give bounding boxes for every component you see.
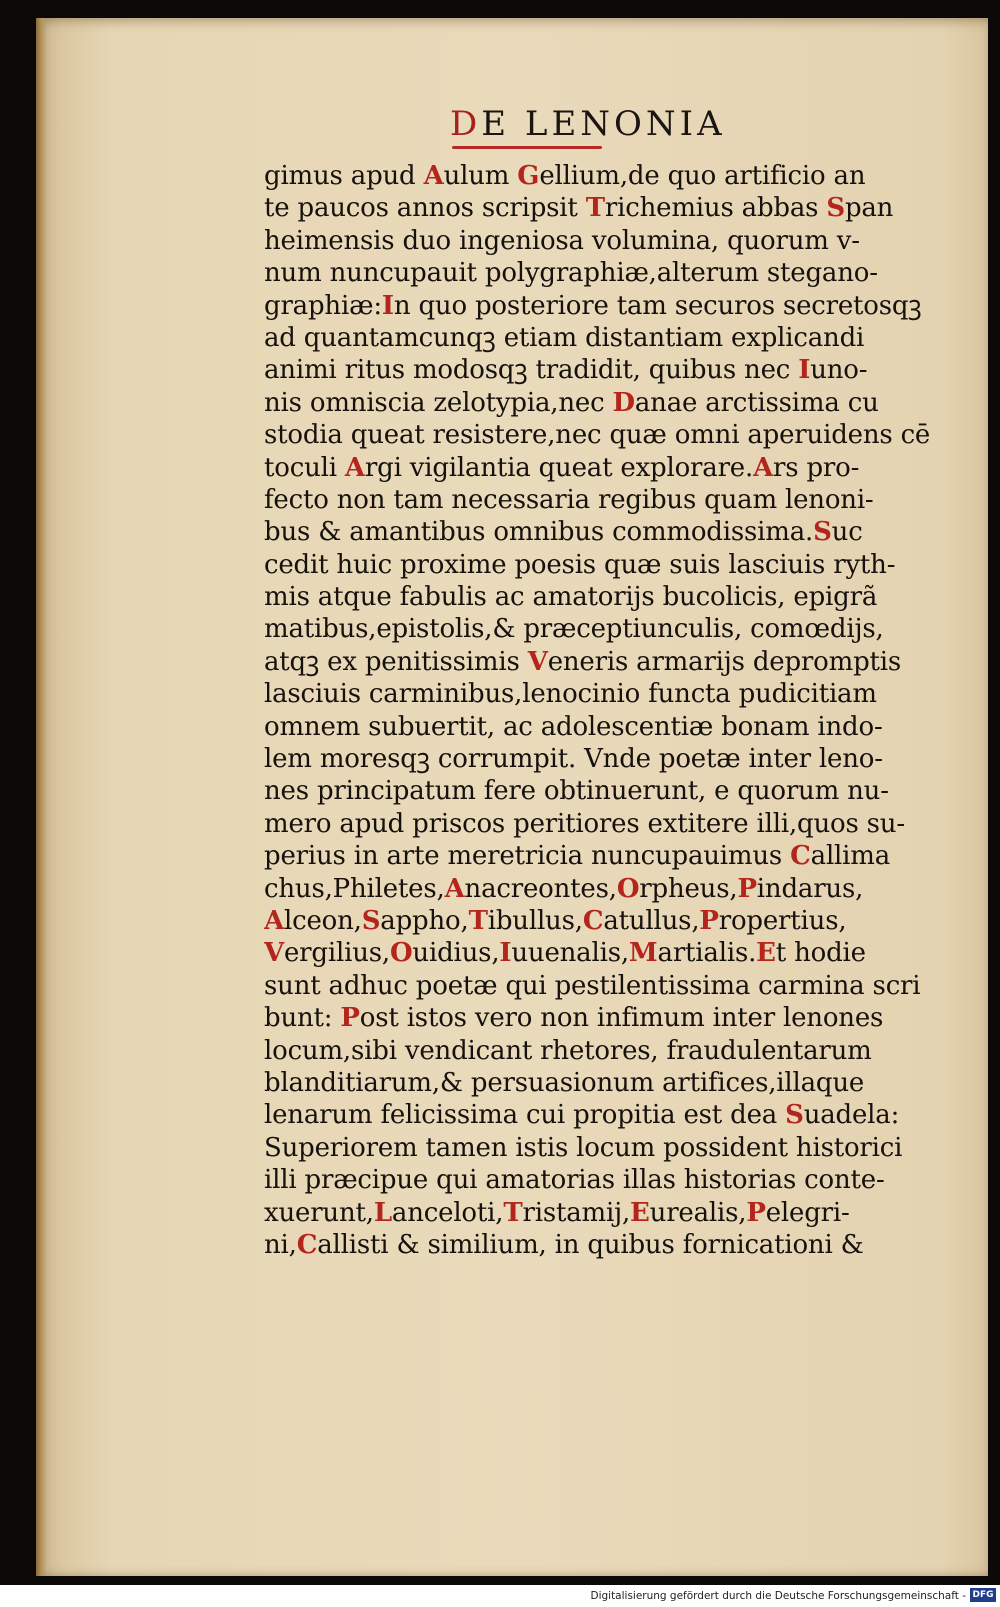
- rubricated-initial: O: [616, 873, 640, 904]
- text-segment: Superiorem tamen istis locum possident historici: [264, 1132, 903, 1163]
- rubricated-initial: T: [503, 1197, 523, 1228]
- text-segment: rgi vigilantia queat explorare.: [364, 452, 754, 483]
- rubricated-initial: S: [813, 517, 832, 548]
- text-line: [264, 516, 954, 548]
- running-head: [450, 104, 790, 144]
- text-segment: locum,sibi vendicant rhetores, fraudulentarum: [264, 1035, 872, 1066]
- rubricated-initial: A: [753, 452, 774, 483]
- text-line: [264, 192, 954, 224]
- text-segment: nes principatum fere obtinuerunt, e quorum nu-: [264, 776, 889, 807]
- text-segment: mis atque fabulis ac amatorijs bucolicis, epigrã: [264, 582, 878, 613]
- text-segment: anae arctissima cu: [634, 387, 879, 418]
- text-segment: bus & amantibus omnibus commodissima.: [264, 517, 814, 548]
- text-segment: allima: [810, 841, 891, 872]
- text-line: [264, 257, 954, 289]
- rubricated-initial: T: [585, 193, 605, 224]
- text-segment: sunt adhuc poetæ qui pestilentissima carmina scri: [264, 970, 921, 1001]
- text-line: [264, 290, 954, 322]
- rubricated-initial: P: [340, 1003, 360, 1034]
- text-line: [264, 484, 954, 516]
- text-line: [264, 840, 954, 872]
- rubricated-initial: I: [798, 355, 811, 386]
- text-line: [264, 1099, 954, 1131]
- text-segment: uuenalis,: [511, 938, 629, 969]
- text-segment: omnem subuertit, ac adolescentiæ bonam indo-: [264, 711, 883, 742]
- text-segment: chus,Philetes,: [264, 873, 445, 904]
- text-segment: urealis,: [649, 1197, 747, 1228]
- text-segment: eneris armarijs depromptis: [547, 646, 902, 677]
- text-segment: lasciuis carminibus,lenocinio functa pudicitiam: [264, 679, 877, 710]
- rubricated-initial: S: [826, 193, 845, 224]
- text-line: [264, 743, 954, 775]
- rubricated-initial: I: [381, 290, 394, 321]
- rubricated-initial: A: [444, 873, 465, 904]
- text-segment: atullus,: [603, 905, 700, 936]
- text-line: [264, 905, 954, 937]
- text-segment: artialis.: [657, 938, 757, 969]
- text-line: [264, 873, 954, 905]
- text-line: [264, 775, 954, 807]
- text-segment: indarus,: [756, 873, 864, 904]
- text-segment: illi præcipue qui amatorias illas historias conte-: [264, 1165, 885, 1196]
- text-segment: uidius,: [412, 938, 500, 969]
- rubricated-initial: V: [264, 938, 284, 969]
- text-segment: lceon,: [283, 905, 362, 936]
- text-segment: richemius abbas: [604, 193, 827, 224]
- text-line: [264, 711, 954, 743]
- text-block: [264, 160, 954, 1261]
- rubricated-initial: C: [582, 905, 604, 936]
- text-segment: matibus,epistolis,& præceptiunculis, comœdijs,: [264, 614, 884, 645]
- text-line: [264, 808, 954, 840]
- text-segment: lem moresqꝫ corrumpit. Vnde poetæ inter leno-: [264, 744, 883, 775]
- rubricated-initial: E: [756, 938, 776, 969]
- text-line: [264, 322, 954, 354]
- text-segment: lenarum felicissima cui propitia est dea: [264, 1100, 786, 1131]
- text-line: [264, 160, 954, 192]
- text-line: [264, 1229, 954, 1261]
- text-segment: allisti & similium, in quibus fornicationi &: [317, 1229, 864, 1260]
- text-line: [264, 1132, 954, 1164]
- text-line: [264, 1197, 954, 1229]
- text-line: [264, 970, 954, 1002]
- text-segment: mero apud priscos peritiores extitere illi,quos su-: [264, 808, 905, 839]
- rubricated-initial: D: [612, 387, 635, 418]
- text-segment: nacreontes,: [464, 873, 617, 904]
- rubricated-initial: E: [630, 1197, 650, 1228]
- text-segment: graphiæ:: [264, 290, 382, 321]
- rubricated-initial: A: [423, 161, 444, 191]
- text-segment: perius in arte meretricia nuncupauimus: [264, 841, 791, 872]
- text-segment: ellium,de quo artificio an: [539, 161, 866, 191]
- text-segment: n quo posteriore tam securos secretosqꝫ: [393, 290, 922, 321]
- rubricated-initial: S: [361, 905, 381, 936]
- text-line: [264, 225, 954, 257]
- text-segment: bunt:: [264, 1003, 341, 1034]
- rubricated-initial: P: [746, 1197, 766, 1228]
- text-segment: heimensis duo ingeniosa volumina, quorum v-: [264, 225, 860, 256]
- rubricated-initial: P: [699, 905, 719, 936]
- text-segment: blanditiarum,& persuasionum artifices,illaque: [264, 1067, 865, 1098]
- page-gutter-edge: [36, 18, 46, 1576]
- footer-credit: Digitalisierung gefördert durch die Deutsche Forschungsgemeinschaft -: [590, 1590, 966, 1602]
- text-segment: te paucos annos scripsit: [264, 193, 586, 224]
- rubricated-initial: L: [373, 1197, 392, 1228]
- rubricated-initial: P: [737, 873, 757, 904]
- text-segment: ropertius,: [718, 905, 847, 936]
- running-head-underline: [452, 146, 602, 149]
- text-segment: nis omniscia zelotypia,nec: [264, 387, 613, 418]
- text-segment: anceloti,: [391, 1197, 504, 1228]
- text-line: [264, 1164, 954, 1196]
- text-segment: num nuncupauit polygraphiæ,alterum stegano-: [264, 258, 878, 289]
- text-segment: ni,: [264, 1229, 297, 1260]
- text-segment: uno-: [810, 355, 868, 386]
- text-line: [264, 387, 954, 419]
- rubricated-initial: G: [517, 161, 540, 191]
- text-line: [264, 419, 954, 451]
- text-segment: rs pro-: [773, 452, 860, 483]
- text-line: [264, 549, 954, 581]
- text-segment: stodia queat resistere,nec quæ omni aperuidens cē: [264, 420, 931, 451]
- text-line: [264, 613, 954, 645]
- rubricated-initial: M: [628, 938, 658, 969]
- text-segment: xuerunt,: [264, 1197, 374, 1228]
- text-segment: ulum: [443, 161, 518, 191]
- text-line: [264, 354, 954, 386]
- rubricated-initial: C: [790, 841, 811, 872]
- text-line: [264, 937, 954, 969]
- text-line: [264, 452, 954, 484]
- running-head-text: E LENONIA: [481, 104, 726, 144]
- text-line: [264, 1002, 954, 1034]
- text-segment: animi ritus modosqꝫ tradidit, quibus nec: [264, 355, 799, 386]
- text-segment: gimus apud: [264, 161, 424, 191]
- dfg-logo: DFG: [970, 1588, 996, 1602]
- text-segment: uc: [831, 517, 863, 548]
- text-line: [264, 678, 954, 710]
- rubricated-initial: S: [785, 1100, 804, 1131]
- text-segment: ost istos vero non infimum inter lenones: [359, 1003, 884, 1034]
- text-segment: t hodie: [775, 938, 866, 969]
- text-segment: ibullus,: [487, 905, 583, 936]
- text-line: [264, 646, 954, 678]
- rubricated-initial: A: [264, 905, 284, 936]
- text-segment: toculi: [264, 452, 345, 483]
- text-segment: appho,: [380, 905, 469, 936]
- rubricated-initial: C: [296, 1229, 318, 1260]
- text-line: [264, 581, 954, 613]
- rubricated-initial: A: [344, 452, 365, 483]
- rubricated-initial: T: [468, 905, 488, 936]
- running-head-initial: D: [450, 104, 482, 144]
- text-segment: ristamij,: [522, 1197, 631, 1228]
- text-line: [264, 1067, 954, 1099]
- text-segment: rpheus,: [639, 873, 738, 904]
- rubricated-initial: V: [527, 646, 548, 677]
- text-segment: cedit huic proxime poesis quæ suis lasciuis ryth-: [264, 549, 896, 580]
- rubricated-initial: I: [499, 938, 512, 969]
- text-segment: ad quantamcunqꝫ etiam distantiam explicandi: [264, 322, 865, 353]
- text-segment: uadela:: [803, 1100, 900, 1131]
- text-segment: pan: [844, 193, 894, 224]
- text-segment: elegri-: [765, 1197, 850, 1228]
- text-segment: fecto non tam necessaria regibus quam lenoni-: [264, 484, 874, 515]
- text-line: [264, 1035, 954, 1067]
- text-segment: ergilius,: [283, 938, 390, 969]
- rubricated-initial: O: [389, 938, 413, 969]
- text-segment: atqꝫ ex penitissimis: [264, 646, 528, 677]
